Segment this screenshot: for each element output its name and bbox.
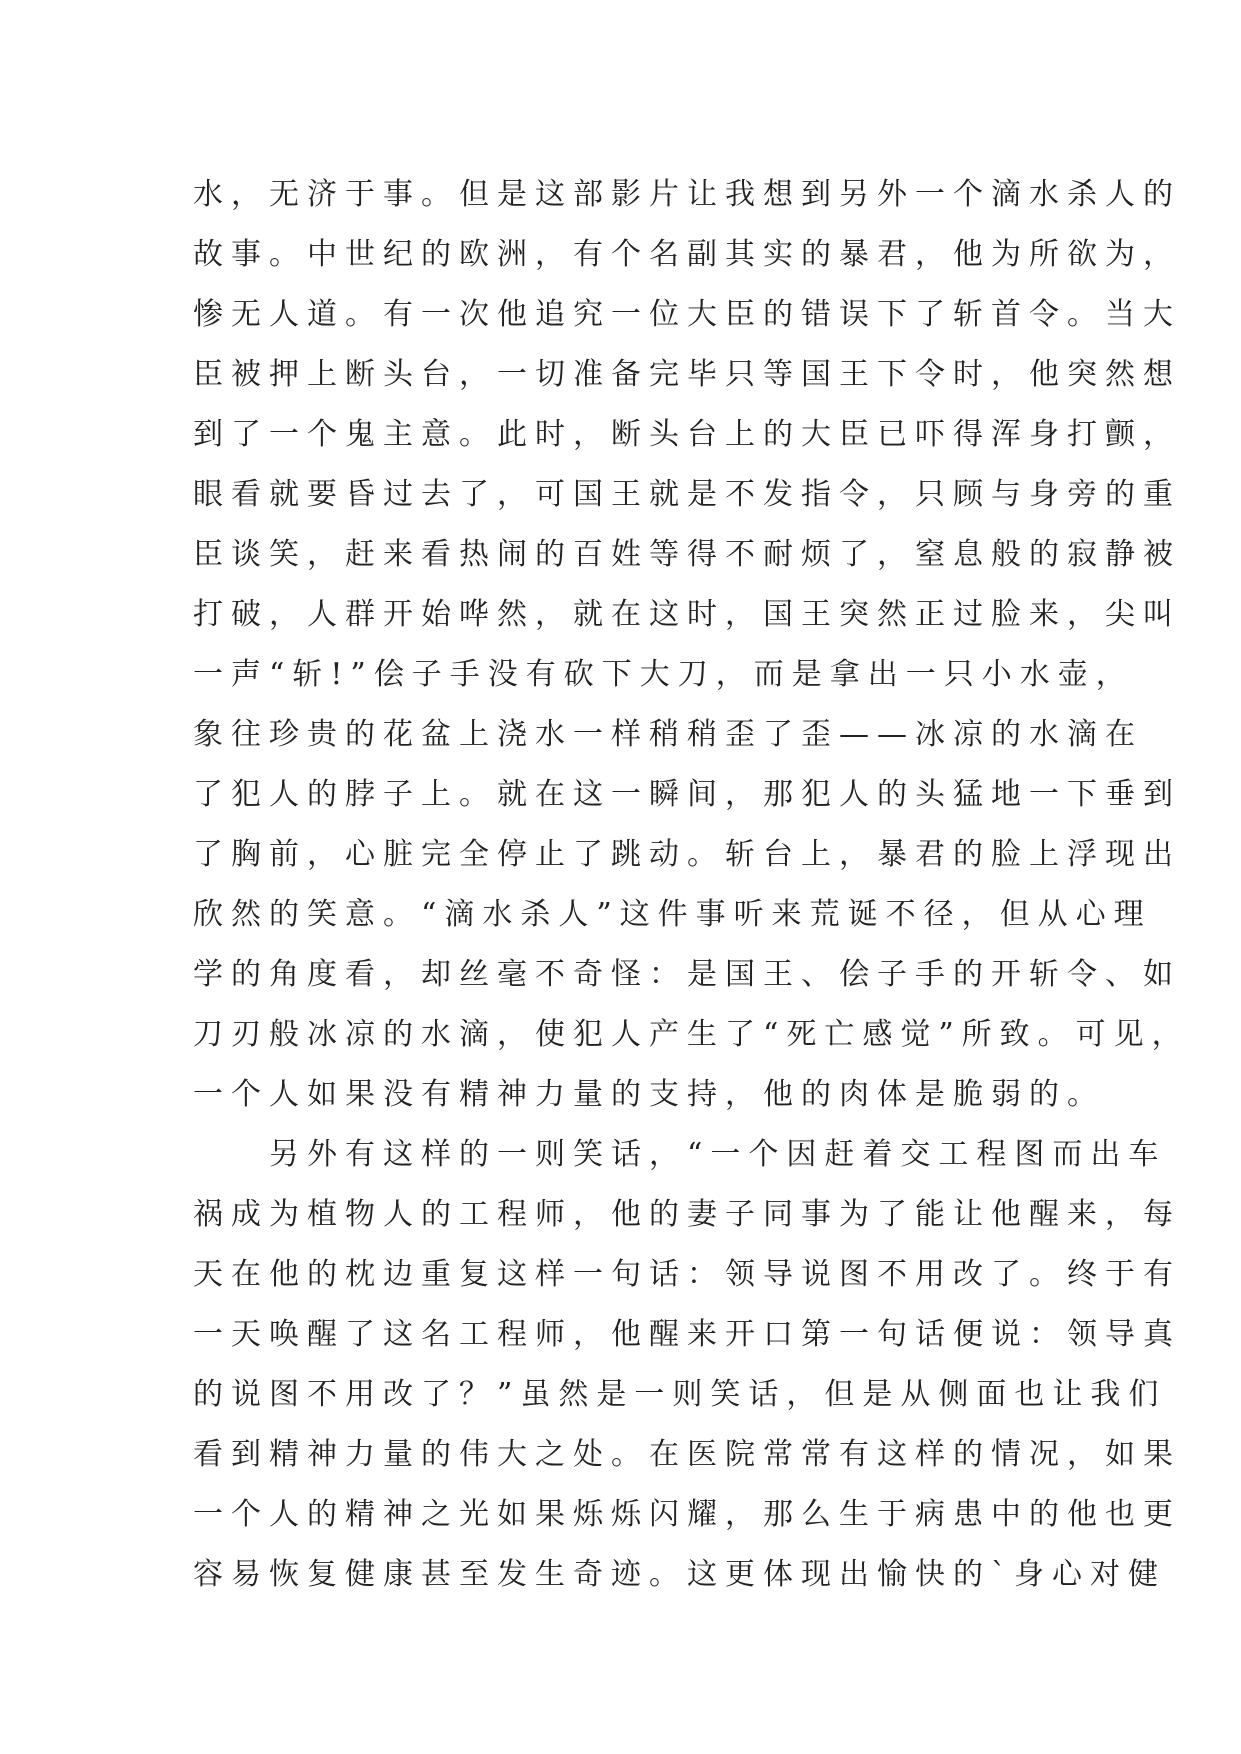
text-line: 看到精神力量的伟大之处。在医院常常有这样的情况，如果 bbox=[193, 1437, 1181, 1472]
text-line: 一个人的精神之光如果烁烁闪耀，那么生于病患中的他也更 bbox=[193, 1497, 1181, 1532]
text-line: 容易恢复健康甚至发生奇迹。这更体现出愉快的`身心对健 bbox=[193, 1557, 1166, 1592]
text-line: 了胸前，心脏完全停止了跳动。斩台上，暴君的脸上浮现出 bbox=[193, 837, 1181, 872]
text-line: 天在他的枕边重复这样一句话：领导说图不用改了。终于有 bbox=[193, 1257, 1181, 1292]
text-line: 学的角度看，却丝毫不奇怪：是国王、侩子手的开斩令、如 bbox=[193, 957, 1181, 992]
text-line: 惨无人道。有一次他追究一位大臣的错误下了斩首令。当大 bbox=[193, 297, 1181, 332]
text-line: 的说图不用改了？”虽然是一则笑话，但是从侧面也让我们 bbox=[193, 1377, 1167, 1412]
text-line: 水，无济于事。但是这部影片让我想到另外一个滴水杀人的 bbox=[193, 177, 1181, 212]
body-text bbox=[193, 165, 1190, 1605]
text-line: 一个人如果没有精神力量的支持，他的肉体是脆弱的。 bbox=[193, 1077, 1105, 1112]
text-line: 刀刃般冰凉的水滴，使犯人产生了“死亡感觉”所致。可见， bbox=[193, 1017, 1190, 1052]
paragraph-2 bbox=[193, 1125, 1181, 1605]
text-line: 臣谈笑，赶来看热闹的百姓等得不耐烦了，窒息般的寂静被 bbox=[193, 537, 1181, 572]
text-line: 眼看就要昏过去了，可国王就是不发指令，只顾与身旁的重 bbox=[193, 477, 1181, 512]
text-line: 了犯人的脖子上。就在这一瞬间，那犯人的头猛地一下垂到 bbox=[193, 777, 1181, 812]
text-line: 祸成为植物人的工程师，他的妻子同事为了能让他醒来，每 bbox=[193, 1197, 1181, 1232]
paragraph-1 bbox=[193, 165, 1190, 1125]
text-line: 另外有这样的一则笑话，“一个因赶着交工程图而出车 bbox=[193, 1137, 1167, 1172]
text-line: 一天唤醒了这名工程师，他醒来开口第一句话便说：领导真 bbox=[193, 1317, 1181, 1352]
text-line: 欣然的笑意。“滴水杀人”这件事听来荒诞不径，但从心理 bbox=[193, 897, 1152, 932]
text-line: 到了一个鬼主意。此时，断头台上的大臣已吓得浑身打颤， bbox=[193, 417, 1181, 452]
text-line: 故事。中世纪的欧洲，有个名副其实的暴君，他为所欲为， bbox=[193, 237, 1181, 272]
text-line: 一声“斩!”侩子手没有砍下大刀，而是拿出一只小水壶， bbox=[193, 657, 1134, 692]
text-line: 打破，人群开始哗然，就在这时，国王突然正过脸来，尖叫 bbox=[193, 597, 1181, 632]
text-line: 象往珍贵的花盆上浇水一样稍稍歪了歪——冰凉的水滴在 bbox=[193, 717, 1143, 752]
text-line: 臣被押上断头台，一切准备完毕只等国王下令时，他突然想 bbox=[193, 357, 1181, 392]
